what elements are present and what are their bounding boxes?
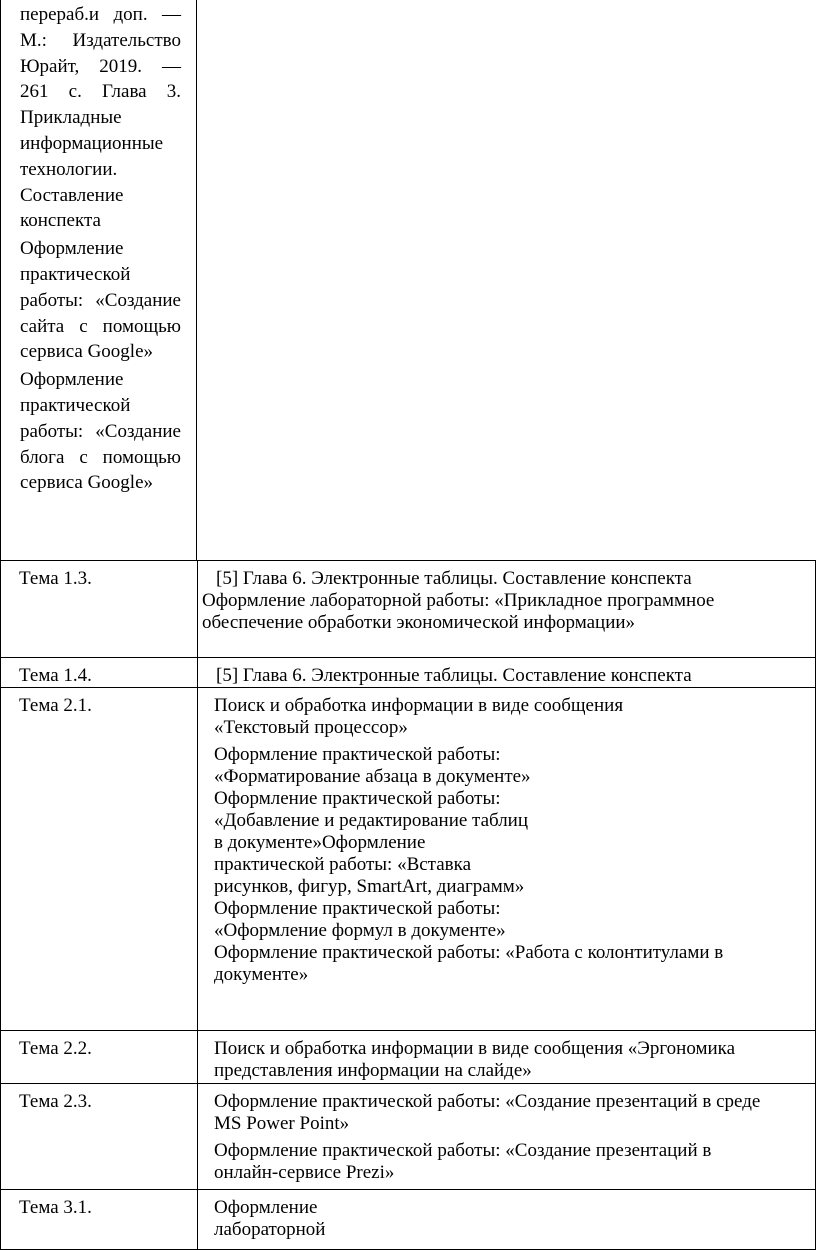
table-row (1, 1031, 816, 1084)
text-line: [5] Глава 6. Электронные таблицы. Составление конспекта (216, 665, 692, 686)
text-line: практической работы: «Вставка (214, 854, 472, 875)
content-cell (198, 658, 816, 688)
text-line: «Текстовый процессор» (214, 717, 408, 738)
cell-paragraph (20, 367, 181, 496)
text-line: Оформление практической работы: «Работа с колонтитулами в документе» (214, 942, 724, 985)
topic-cell: Тема 2.2. (1, 1031, 198, 1084)
text-line: Поиск и обработка информации в виде сообщения «Эргономика представления информации на слайде» (214, 1038, 736, 1081)
cell-paragraph (214, 744, 815, 986)
cell-paragraph (214, 665, 815, 687)
topic-cell: Тема 2.3. (1, 1084, 198, 1190)
cell-paragraph (20, 236, 181, 365)
cell-paragraph (214, 1038, 815, 1082)
continued-cell (0, 0, 197, 560)
text-line: Поиск и обработка информации в виде сообщения (214, 695, 624, 716)
table-row (1, 688, 816, 1031)
text-line: Оформление лабораторной работы: «Прикладное программное обеспечение обработки экономической информации» (202, 590, 715, 633)
text-line: Оформление практической работы: «Создание презентаций в онлайн-сервисе Prezi» (214, 1140, 712, 1183)
cell-paragraph (202, 568, 815, 634)
content-cell (198, 1190, 816, 1250)
text-line: в документе»Оформление (214, 832, 426, 853)
cell-paragraph (214, 695, 815, 739)
text-line: Оформление практической работы: «Создание сайта с помощью сервиса Google» (20, 238, 181, 363)
text-line: Оформление практической работы: (214, 788, 501, 809)
text-line: Оформление (214, 1197, 318, 1218)
text-line: лабораторной (214, 1219, 326, 1240)
topic-cell: Тема 2.1. (1, 688, 198, 1031)
text-line: «Форматирование абзаца в документе» (214, 766, 531, 787)
text-line: Оформление практической работы: «Создание блога с помощью сервиса Google» (20, 369, 181, 494)
text-line: «Добавление и редактирование таблиц (214, 810, 529, 831)
content-cell (198, 1084, 816, 1190)
table-row (1, 561, 816, 658)
cell-paragraph (214, 1197, 815, 1241)
text-line: [5] Глава 6. Электронные таблицы. Составление конспекта (216, 568, 692, 589)
cell-paragraph (214, 1140, 815, 1184)
topic-cell: Тема 1.4. (1, 658, 198, 688)
cell-paragraph (214, 1091, 815, 1135)
table-row (1, 1084, 816, 1190)
content-cell (198, 1031, 816, 1084)
content-cell (198, 688, 816, 1031)
text-line: Оформление практической работы: «Создание презентаций в среде MS Power Point» (214, 1091, 761, 1134)
topic-cell: Тема 3.1. (1, 1190, 198, 1250)
table-row (1, 1190, 816, 1250)
content-cell (198, 561, 816, 658)
text-line: Оформление практической работы: (214, 744, 501, 765)
text-line: рисунков, фигур, SmartArt, диаграмм» (214, 876, 525, 897)
topics-table (0, 560, 816, 1250)
continued-cell-text (20, 2, 181, 496)
text-line: Оформление практической работы: (214, 898, 501, 919)
topic-cell: Тема 1.3. (1, 561, 198, 658)
table-row (1, 658, 816, 688)
cell-paragraph (20, 2, 181, 234)
text-line: «Оформление формул в документе» (214, 920, 506, 941)
text-line: перераб.и доп. — М.: Издательство Юрайт, 2019. — 261 с. Глава 3. Прикладные информационные технологии. Составление конспекта (20, 4, 181, 232)
